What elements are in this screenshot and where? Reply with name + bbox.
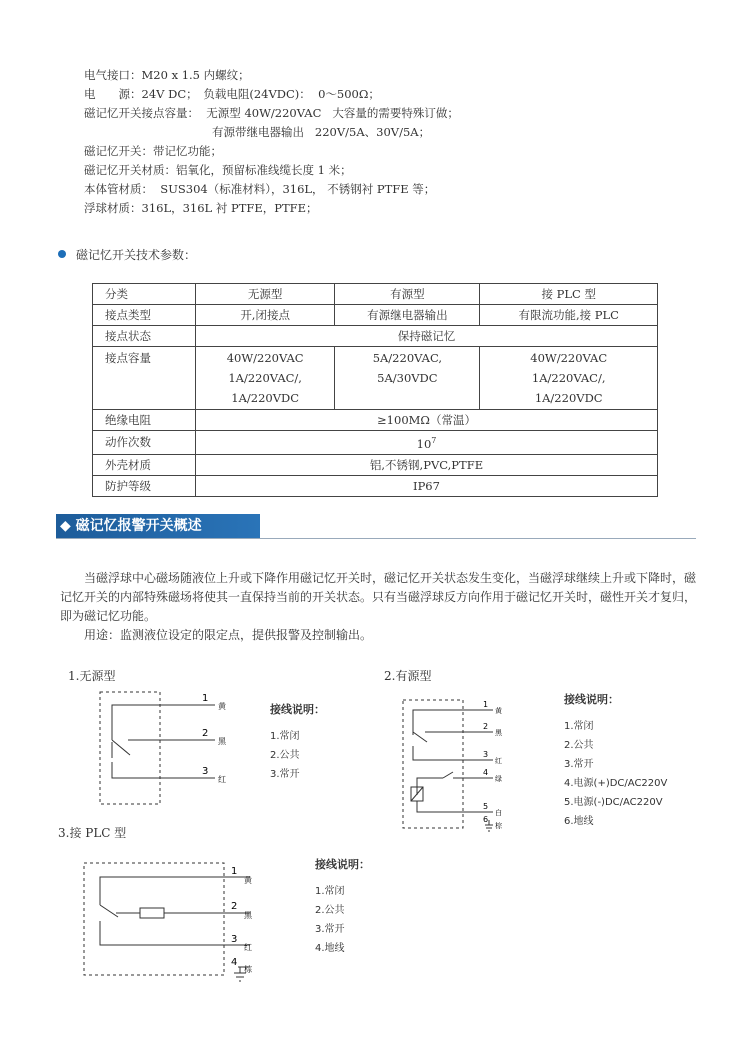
svg-text:白: 白: [495, 809, 502, 817]
svg-text:黄: 黄: [218, 702, 226, 711]
svg-text:3: 3: [202, 766, 209, 777]
table-cell: 防护等级: [93, 475, 196, 496]
table-row: [93, 284, 658, 305]
svg-text:棕: 棕: [244, 965, 252, 974]
spec-list: [84, 66, 459, 218]
table-row: [93, 410, 658, 431]
svg-text:6: 6: [483, 815, 489, 824]
table-cell: 5A/220VAC, 5A/30VDC: [335, 347, 480, 410]
legend-active: 接线说明： 1.常闭 2.公共 3.常开 4.电源(+)DC/AC220V 5.电源(-)DC/AC220V 6.地线: [564, 693, 668, 827]
svg-text:2: 2: [483, 722, 489, 731]
spec-line: 电 源：24V DC； 负载电阻(24VDC)： 0～500Ω；: [84, 87, 380, 101]
svg-text:3: 3: [231, 934, 238, 945]
param-table: [92, 283, 658, 497]
table-cell: 分类: [93, 284, 196, 305]
svg-text:黄: 黄: [495, 707, 502, 715]
svg-text:1: 1: [202, 693, 209, 704]
table-cell: 接点状态: [93, 326, 196, 347]
table-row: [93, 305, 658, 326]
table-row: [93, 454, 658, 475]
svg-text:2: 2: [202, 728, 209, 739]
table-cell: 40W/220VAC 1A/220VAC/, 1A/220VDC: [196, 347, 335, 410]
svg-text:3: 3: [483, 750, 489, 759]
svg-text:4: 4: [231, 957, 238, 968]
table-cell: 保持磁记忆: [196, 326, 658, 347]
table-cell: 接 PLC 型: [480, 284, 658, 305]
table-cell: 无源型: [196, 284, 335, 305]
table-cell: 接点类型: [93, 305, 196, 326]
table-cell: 有源继电器输出: [335, 305, 480, 326]
svg-text:4: 4: [483, 768, 489, 777]
spec-line: 磁记忆开关接点容量： 无源型 40W/220VAC 大容量的需要特殊订做；: [84, 106, 459, 120]
table-cell: 绝缘电阻: [93, 410, 196, 431]
table-row: [93, 431, 658, 455]
spec-line: 浮球材质：316L，316L 衬 PTFE，PTFE；: [84, 201, 318, 215]
svg-text:1: 1: [231, 866, 238, 877]
svg-text:红: 红: [495, 757, 502, 765]
wiring-diagram-passive: [90, 680, 250, 810]
spec-line: 磁记忆开关材质：铝氧化，预留标准线缆长度 1 米；: [84, 163, 352, 177]
table-cell: 40W/220VAC 1A/220VAC/, 1A/220VDC: [480, 347, 658, 410]
svg-text:1: 1: [483, 700, 489, 709]
svg-text:红: 红: [218, 775, 226, 784]
param-heading: 磁记忆开关技术参数：: [58, 246, 196, 263]
bullet-dot-icon: [58, 250, 66, 258]
legend-plc: 接线说明： 1.常闭 2.公共 3.常开 4.地线: [315, 858, 370, 954]
svg-text:黄: 黄: [244, 876, 252, 885]
table-row: [93, 326, 658, 347]
table-cell: 动作次数: [93, 431, 196, 455]
table-cell: $10^7$: [196, 431, 658, 455]
table-cell: 有限流功能,接 PLC: [480, 305, 658, 326]
spec-line: 有源带继电器输出 220V/5A、30V/5A；: [84, 125, 431, 139]
diagram-title-plc: 3.接 PLC 型: [58, 826, 127, 840]
table-cell: IP67: [196, 475, 658, 496]
table-cell: 有源型: [335, 284, 480, 305]
svg-text:黑: 黑: [495, 729, 502, 737]
svg-text:棕: 棕: [495, 822, 502, 830]
svg-text:黑: 黑: [244, 911, 252, 920]
svg-text:绿: 绿: [495, 775, 502, 783]
table-cell: 外壳材质: [93, 454, 196, 475]
wiring-diagram-active: [395, 690, 515, 840]
wiring-diagram-plc: [78, 855, 278, 990]
paragraph: 当磁浮球中心磁场随液位上升或下降作用磁记忆开关时，磁记忆开关状态发生变化，当磁浮球继续上升或下降时，磁记忆开关的内部特殊磁场将使其一直保持当前的开关状态。只有当磁浮球反方向作用于磁记忆开关时，磁性开关才复归，即为磁记忆功能。: [60, 571, 697, 623]
spec-line: 本体管材质： SUS304（标准材料），316L， 不锈钢衬 PTFE 等；: [84, 182, 436, 196]
spec-line: 磁记忆开关：带记忆功能；: [84, 144, 222, 158]
diagram-title-active: 2.有源型: [384, 669, 432, 683]
svg-text:5: 5: [483, 802, 489, 811]
table-cell: 开,闭接点: [196, 305, 335, 326]
section-title: ◆ 磁记忆报警开关概述: [56, 514, 260, 539]
diagram-title-passive: 1.无源型: [68, 669, 116, 683]
legend-passive: 接线说明： 1.常闭 2.公共 3.常开: [270, 703, 325, 780]
table-row: [93, 475, 658, 496]
overview-text: [60, 569, 700, 645]
table-cell: 铝,不锈钢,PVC,PTFE: [196, 454, 658, 475]
paragraph: 用途：监测液位设定的限定点，提供报警及控制输出。: [84, 628, 373, 642]
table-cell: 接点容量: [93, 347, 196, 410]
table-cell: ≥100MΩ（常温）: [196, 410, 658, 431]
table-row: [93, 347, 658, 410]
spec-line: 电气接口：M20 x 1.5 内螺纹；: [84, 68, 250, 82]
divider: [56, 538, 696, 539]
svg-text:黑: 黑: [218, 737, 226, 746]
svg-text:2: 2: [231, 901, 238, 912]
svg-text:红: 红: [244, 943, 252, 952]
